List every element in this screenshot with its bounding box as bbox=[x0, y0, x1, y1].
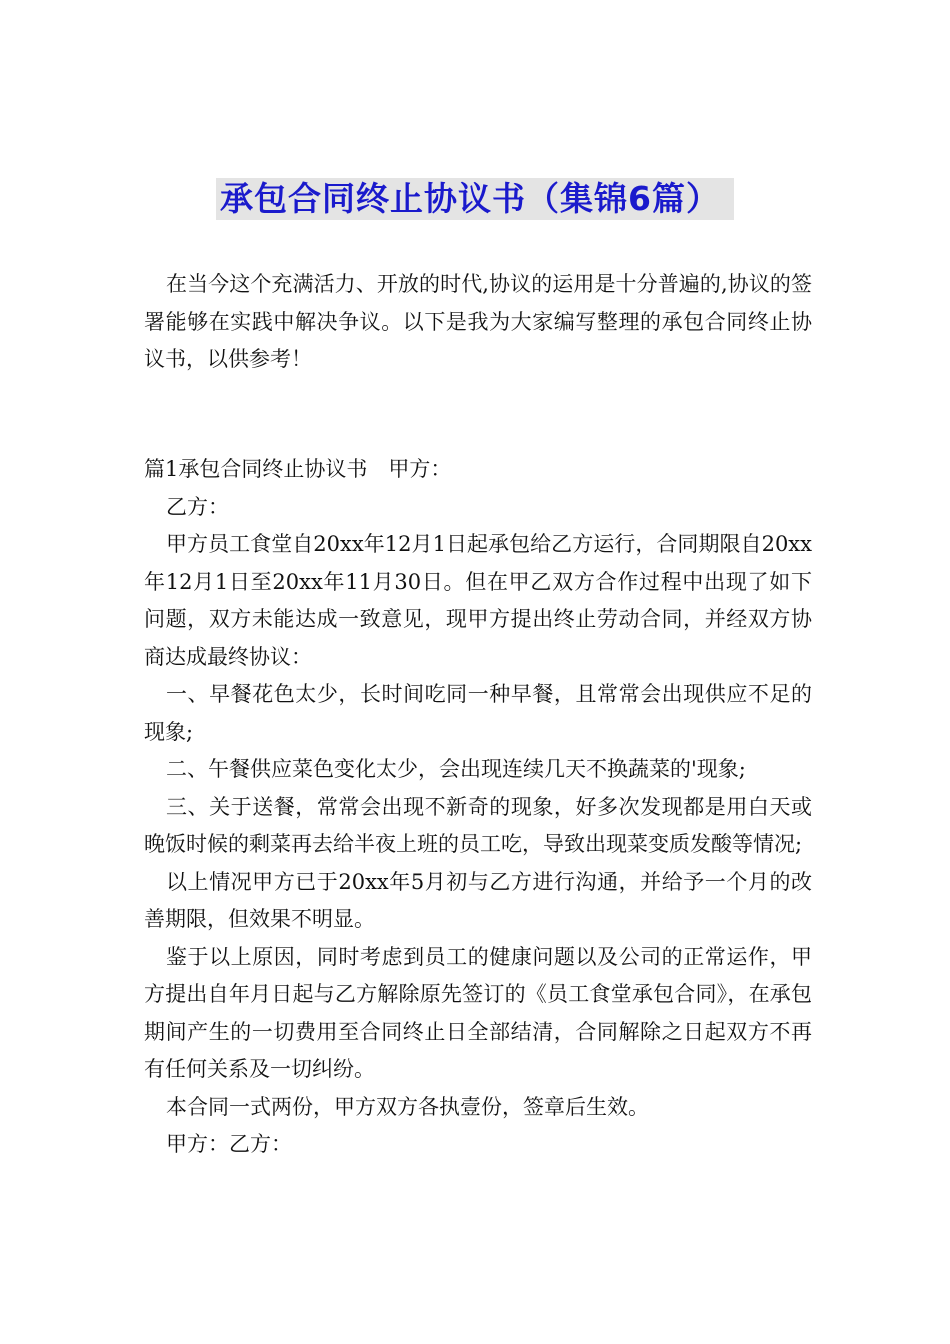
intro-section bbox=[144, 266, 812, 379]
article-paragraph: 二、午餐供应菜色变化太少，会出现连续几天不换蔬菜的'现象; bbox=[166, 757, 746, 781]
article-heading: 篇1承包合同终止协议书 甲方： bbox=[144, 457, 452, 481]
document-title: 承包合同终止协议书（集锦6篇） bbox=[216, 178, 734, 220]
article-paragraph: 鉴于以上原因，同时考虑到员工的健康问题以及公司的正常运作，甲方提出自年月日起与乙方解除原先签订的《员工食堂承包合同》，在承包期间产生的一切费用至合同终止日全部结清，合同解除之日起双方不再有任何关系及一切纠纷。 bbox=[144, 944, 812, 1081]
signature-line: 甲方：乙方： bbox=[166, 1132, 292, 1156]
intro-paragraph: 在当今这个充满活力、开放的时代,协议的运用是十分普遍的,协议的签署能够在实践中解决争议。以下是我为大家编写整理的承包合同终止协议书，以供参考！ bbox=[144, 272, 812, 371]
party-b-line: 乙方： bbox=[166, 494, 229, 519]
article-paragraph: 三、关于送餐，常常会出现不新奇的现象，好多次发现都是用白天或晚饭时候的剩菜再去给半夜上班的员工吃，导致出现菜变质发酸等情况; bbox=[144, 794, 812, 856]
article-section bbox=[144, 451, 812, 1164]
title-container bbox=[0, 178, 950, 220]
article-paragraph: 以上情况甲方已于20xx年5月初与乙方进行沟通，并给予一个月的改善期限，但效果不明显。 bbox=[144, 869, 812, 931]
article-paragraph: 本合同一式两份，甲方双方各执壹份，签章后生效。 bbox=[166, 1094, 649, 1119]
article-paragraph: 一、早餐花色太少，长时间吃同一种早餐，且常常会出现供应不足的现象; bbox=[144, 682, 812, 744]
article-paragraph: 甲方员工食堂自20xx年12月1日起承包给乙方运行，合同期限自20xx年12月1日至20xx年11月30日。但在甲乙双方合作过程中出现了如下问题，双方未能达成一致意见，现甲方提出终止劳动合同，并经双方协商达成最终协议： bbox=[144, 532, 812, 669]
